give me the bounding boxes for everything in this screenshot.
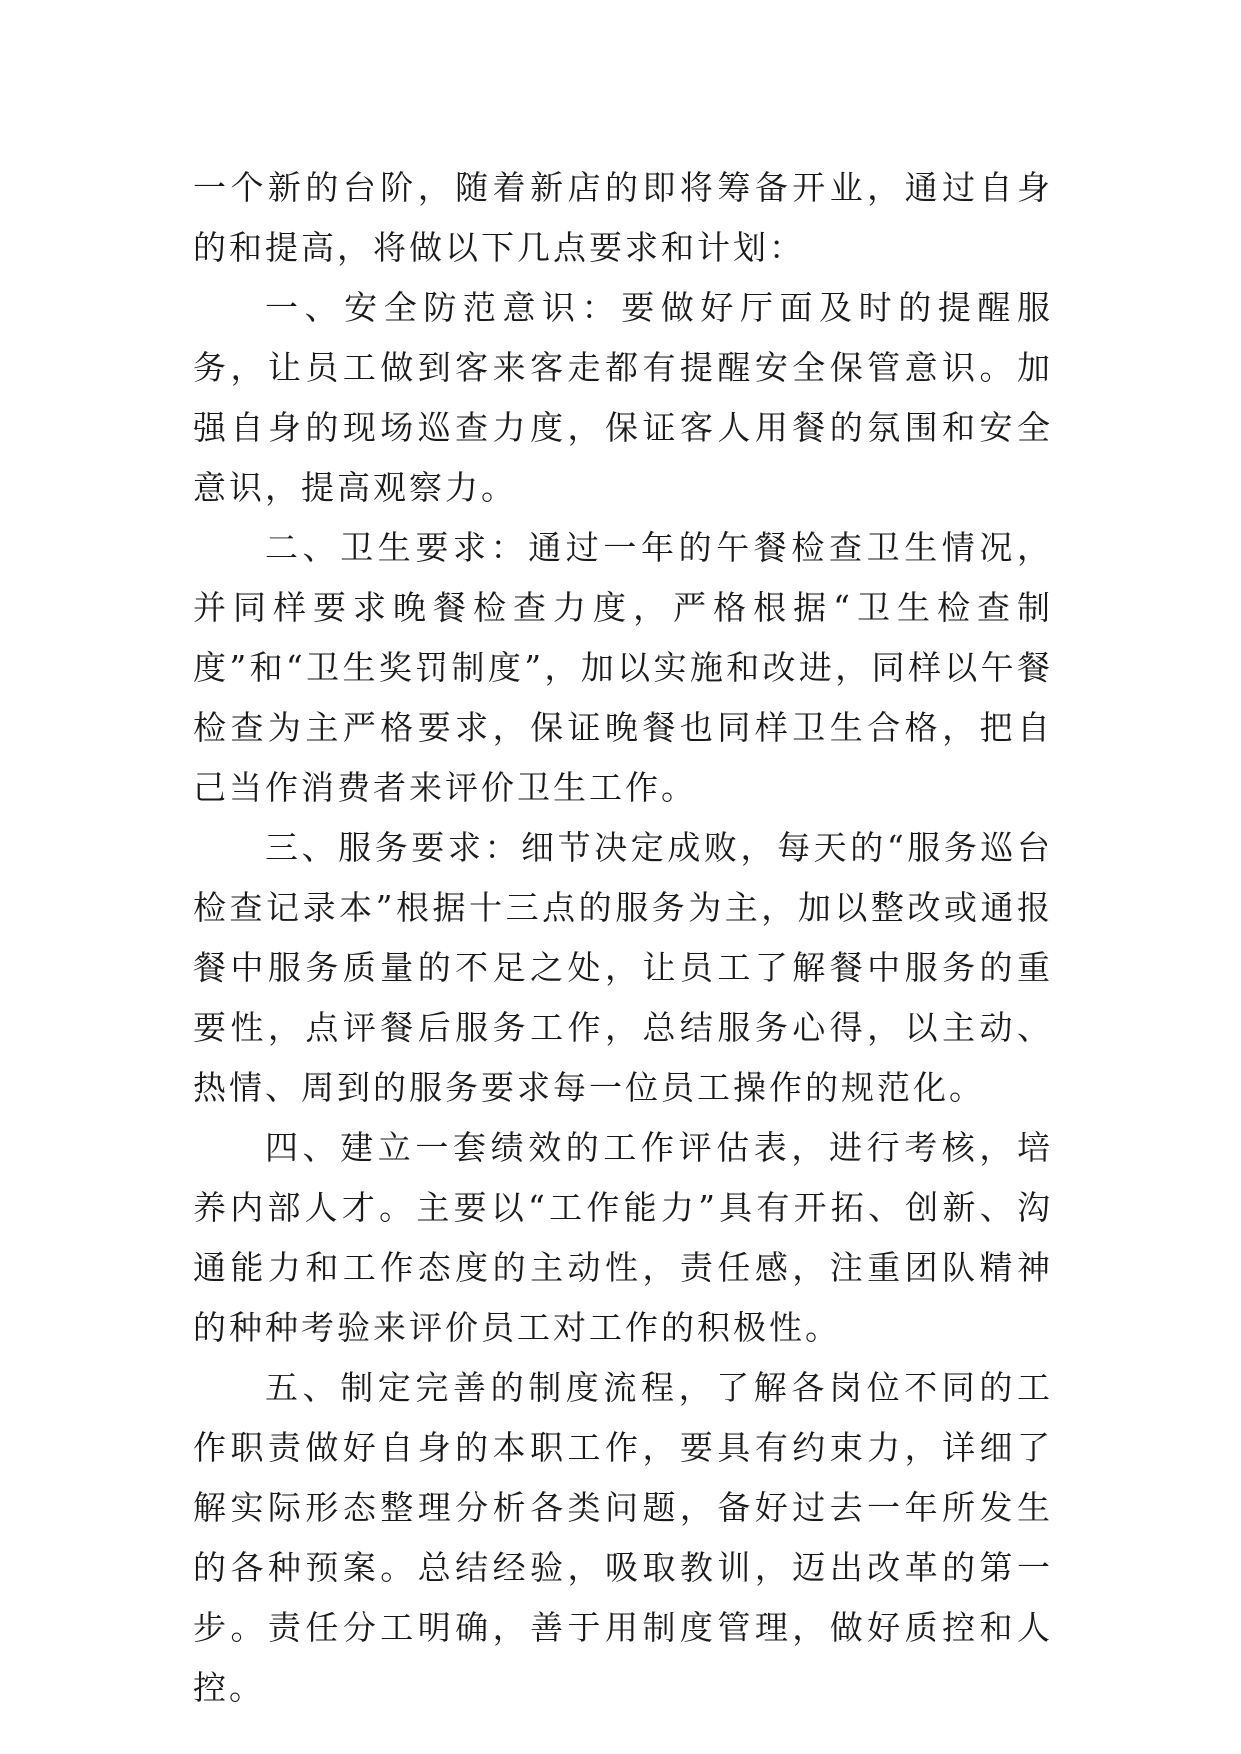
paragraph-evaluation: 四、建立一套绩效的工作评估表，进行考核，培养内部人才。主要以“工作能力”具有开拓、创新、沟通能力和工作态度的主动性，责任感，注重团队精神的种种考验来评价员工对工作的积极性。 [193, 1128, 1053, 1347]
paragraph-service: 三、服务要求：细节决定成败，每天的“服务巡台检查记录本”根据十三点的服务为主，加以整改或通报餐中服务质量的不足之处，让员工了解餐中服务的重要性，点评餐后服务工作，总结服务心得，以主动、热情、周到的服务要求每一位员工操作的规范化。 [193, 828, 1053, 1107]
paragraph-procedures: 五、制定完善的制度流程，了解各岗位不同的工作职责做好自身的本职工作，要具有约束力，详细了解实际形态整理分析各类问题，备好过去一年所发生的各种预案。总结经验，吸取教训，迈出改革的第一步。责任分工明确，善于用制度管理，做好质控和人控。 [193, 1368, 1053, 1707]
document-body [193, 158, 1053, 1718]
paragraph-safety: 一、安全防范意识：要做好厅面及时的提醒服务，让员工做到客来客走都有提醒安全保管意识。加强自身的现场巡查力度，保证客人用餐的氛围和安全意识，提高观察力。 [193, 288, 1053, 507]
paragraph-intro: 一个新的台阶，随着新店的即将筹备开业，通过自身的和提高，将做以下几点要求和计划： [193, 168, 1053, 267]
paragraph-hygiene: 二、卫生要求：通过一年的午餐检查卫生情况，并同样要求晚餐检查力度，严格根据“卫生检查制度”和“卫生奖罚制度”，加以实施和改进，同样以午餐检查为主严格要求，保证晚餐也同样卫生合格，把自己当作消费者来评价卫生工作。 [193, 528, 1053, 807]
